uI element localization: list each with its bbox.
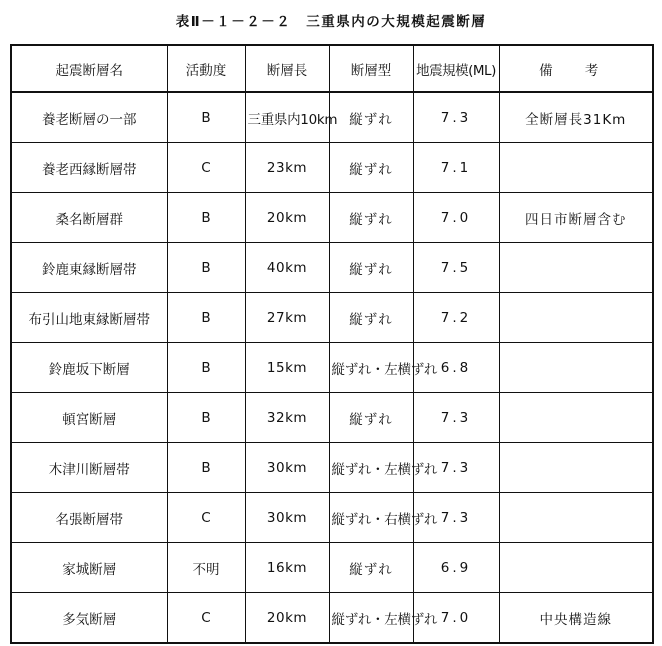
cell-remarks: 中央構造線 [499, 593, 653, 644]
table-row [11, 293, 653, 343]
cell-activity: B [167, 393, 245, 443]
cell-type: 縦ずれ [329, 92, 413, 143]
cell-activity: C [167, 593, 245, 644]
cell-name: 布引山地東縁断層帯 [11, 293, 167, 343]
header-length: 断層長 [245, 45, 329, 92]
cell-name: 頓宮断層 [11, 393, 167, 443]
cell-name: 鈴鹿東縁断層帯 [11, 243, 167, 293]
cell-length: 20km [245, 593, 329, 644]
table-row [11, 343, 653, 393]
cell-activity: B [167, 443, 245, 493]
cell-type: 縦ずれ [329, 293, 413, 343]
cell-remarks [499, 543, 653, 593]
cell-remarks: 四日市断層含む [499, 193, 653, 243]
cell-name: 多気断層 [11, 593, 167, 644]
cell-activity: B [167, 343, 245, 393]
cell-remarks [499, 393, 653, 443]
header-activity: 活動度 [167, 45, 245, 92]
cell-activity: B [167, 243, 245, 293]
cell-activity: 不明 [167, 543, 245, 593]
cell-activity: B [167, 293, 245, 343]
cell-remarks [499, 243, 653, 293]
cell-magnitude: 6.8 [413, 343, 499, 393]
cell-magnitude: 7.0 [413, 193, 499, 243]
cell-length: 三重県内10km [245, 92, 329, 143]
cell-length: 15km [245, 343, 329, 393]
cell-magnitude: 7.3 [413, 393, 499, 443]
cell-length: 30km [245, 493, 329, 543]
cell-remarks [499, 343, 653, 393]
cell-type: 縦ずれ [329, 543, 413, 593]
cell-name: 家城断層 [11, 543, 167, 593]
cell-remarks [499, 443, 653, 493]
cell-length: 16km [245, 543, 329, 593]
cell-length: 20km [245, 193, 329, 243]
table-row [11, 593, 653, 644]
cell-name: 木津川断層帯 [11, 443, 167, 493]
cell-magnitude: 7.2 [413, 293, 499, 343]
cell-activity: B [167, 193, 245, 243]
cell-type: 縦ずれ [329, 193, 413, 243]
cell-remarks [499, 493, 653, 543]
cell-type: 縦ずれ [329, 143, 413, 193]
cell-name: 名張断層帯 [11, 493, 167, 543]
cell-name: 養老西縁断層帯 [11, 143, 167, 193]
cell-magnitude: 7.5 [413, 243, 499, 293]
cell-type: 縦ずれ・左横ずれ [329, 343, 413, 393]
table-row [11, 543, 653, 593]
table-row [11, 493, 653, 543]
cell-length: 40km [245, 243, 329, 293]
cell-length: 32km [245, 393, 329, 443]
cell-name: 鈴鹿坂下断層 [11, 343, 167, 393]
cell-type: 縦ずれ・右横ずれ [329, 493, 413, 543]
table-row [11, 143, 653, 193]
fault-table [10, 44, 654, 644]
cell-activity: B [167, 92, 245, 143]
cell-length: 23km [245, 143, 329, 193]
cell-magnitude: 7.1 [413, 143, 499, 193]
table-row [11, 193, 653, 243]
cell-magnitude: 7.3 [413, 443, 499, 493]
cell-type: 縦ずれ [329, 243, 413, 293]
table-caption: 表Ⅱ－１－２－２ 三重県内の大規模起震断層 [175, 14, 487, 30]
cell-activity: C [167, 493, 245, 543]
table-row [11, 443, 653, 493]
header-magnitude: 地震規模(ML) [413, 45, 499, 92]
table-row [11, 393, 653, 443]
cell-name: 桑名断層群 [11, 193, 167, 243]
header-type: 断層型 [329, 45, 413, 92]
cell-magnitude: 7.0 [413, 593, 499, 644]
cell-remarks: 全断層長31Km [499, 92, 653, 143]
table-row [11, 243, 653, 293]
cell-activity: C [167, 143, 245, 193]
cell-remarks [499, 293, 653, 343]
table-row [11, 92, 653, 143]
cell-type: 縦ずれ [329, 393, 413, 443]
cell-magnitude: 7.3 [413, 92, 499, 143]
cell-magnitude: 7.3 [413, 493, 499, 543]
cell-type: 縦ずれ・左横ずれ [329, 593, 413, 644]
cell-length: 27km [245, 293, 329, 343]
header-name: 起震断層名 [11, 45, 167, 92]
cell-type: 縦ずれ・左横ずれ [329, 443, 413, 493]
cell-name: 養老断層の一部 [11, 92, 167, 143]
cell-remarks [499, 143, 653, 193]
header-row [11, 45, 653, 92]
header-remarks: 備 考 [499, 45, 653, 92]
cell-magnitude: 6.9 [413, 543, 499, 593]
cell-length: 30km [245, 443, 329, 493]
